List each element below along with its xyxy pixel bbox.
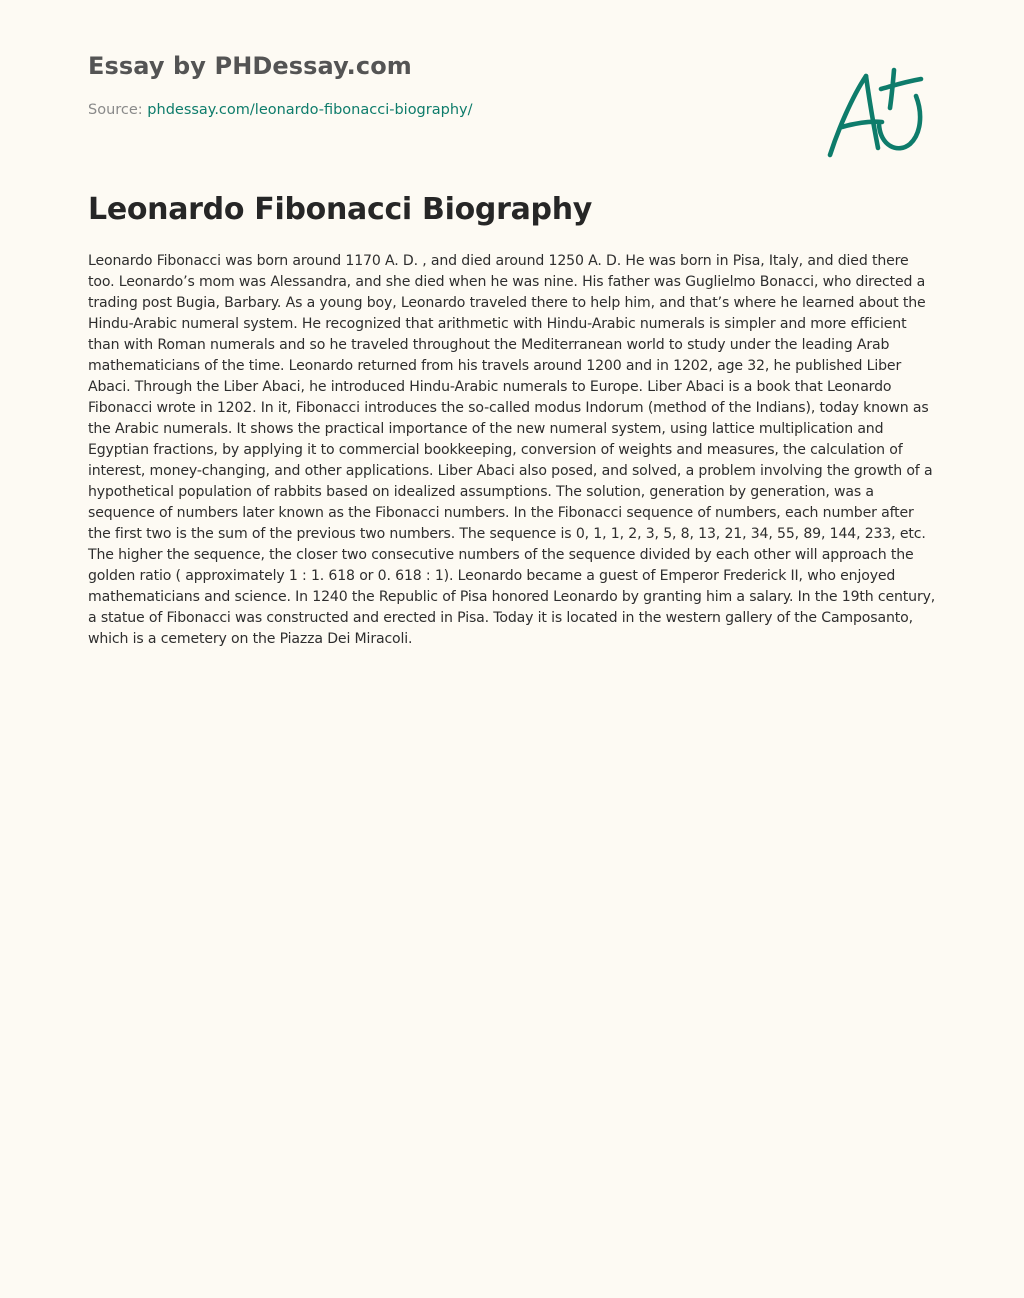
site-brand: Essay by PHDessay.com xyxy=(88,52,412,80)
a-plus-grade-icon xyxy=(822,64,932,162)
article-title: Leonardo Fibonacci Biography xyxy=(88,192,593,227)
source-label: Source: xyxy=(88,102,143,118)
source-link[interactable]: phdessay.com/leonardo-fibonacci-biography/ xyxy=(147,102,473,118)
source-line xyxy=(88,100,472,120)
article-body: Leonardo Fibonacci was born around 1170 A. D. , and died around 1250 A. D. He was born in Pisa, Italy, and died there too. Leonardo’s mom was Alessandra, and she died when he was nine. His father was Guglielmo Bonacci, who directed a trading post Bugia, Barbary. As a young boy, Leonardo traveled there to help him, and that’s where he learned about the Hindu-Arabic numeral system. He recognized that arithmetic with Hindu-Arabic numerals is simpler and more efficient than with Roman numerals and so he traveled throughout the Mediterranean world to study under the leading Arab mathematicians of the time. Leonardo returned from his travels around 1200 and in 1202, age 32, he published Liber Abaci. Through the Liber Abaci, he introduced Hindu-Arabic numerals to Europe. Liber Abaci is a book that Leonardo Fibonacci wrote in 1202. In it, Fibonacci introduces the so-called modus Indorum (method of the Indians), today known as the Arabic numerals. It shows the practical importance of the new numeral system, using lattice multiplication and Egyptian fractions, by applying it to commercial bookkeeping, conversion of weights and measures, the calculation of interest, money-changing, and other applications. Liber Abaci also posed, and solved, a problem involving the growth of a hypothetical population of rabbits based on idealized assumptions. The solution, generation by generation, was a sequence of numbers later known as the Fibonacci numbers. In the Fibonacci sequence of numbers, each number after the first two is the sum of the previous two numbers. The sequence is 0, 1, 1, 2, 3, 5, 8, 13, 21, 34, 55, 89, 144, 233, etc. The higher the sequence, the closer two consecutive numbers of the sequence divided by each other will approach the golden ratio ( approximately 1 : 1. 618 or 0. 618 : 1). Leonardo became a guest of Emperor Frederick II, who enjoyed mathematicians and science. In 1240 the Republic of Pisa honored Leonardo by granting him a salary. In the 19th century, a statue of Fibonacci was constructed and erected in Pisa. Today it is located in the western gallery of the Camposanto, which is a cemetery on the Piazza Dei Miracoli. xyxy=(88,253,936,647)
